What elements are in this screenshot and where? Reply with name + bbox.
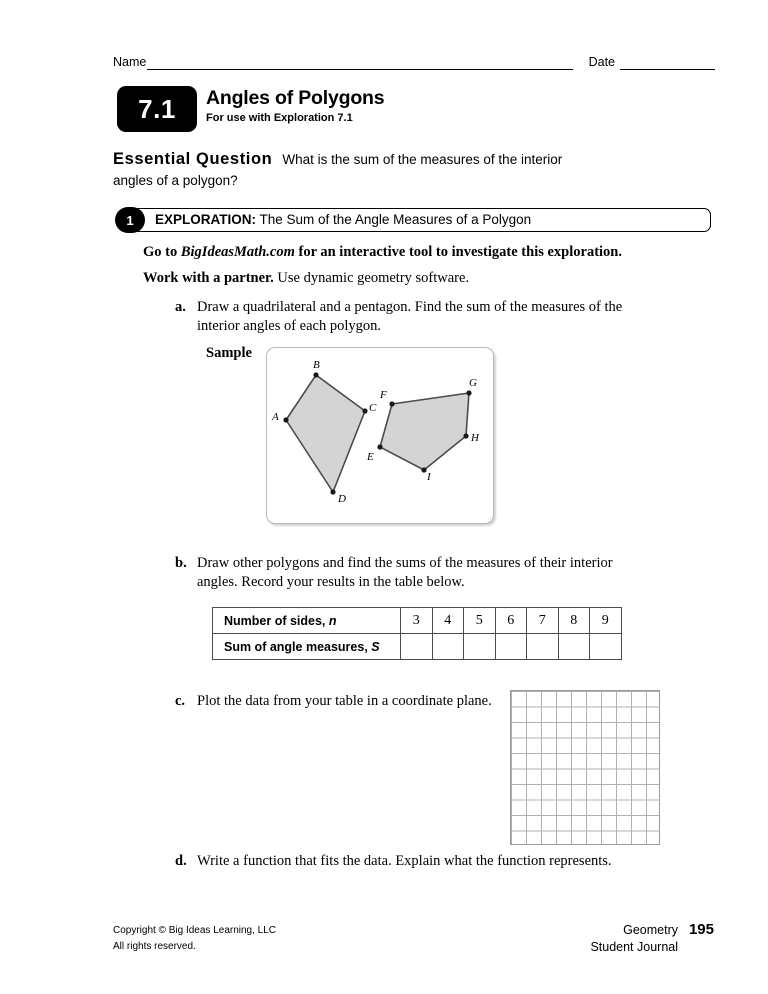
table-cell-sides-2: 5: [464, 608, 496, 634]
partner-bold: Work with a partner.: [143, 270, 274, 286]
table-cell-sides-6: 9: [590, 608, 622, 634]
exploration-number-badge: 1: [115, 207, 145, 233]
task-b-label: b.: [175, 555, 187, 571]
copyright-line: Copyright © Big Ideas Learning, LLC: [113, 925, 277, 936]
vertex-label-e: E: [367, 451, 374, 463]
task-a-text: Draw a quadrilateral and a pentagon. Find the sum of the measures of the interior angles of each polygon.: [197, 299, 623, 334]
table-cell-sums-5[interactable]: [558, 634, 590, 660]
name-label: Name: [113, 55, 147, 69]
page-number: 195: [688, 921, 714, 938]
vertex-label-c: C: [369, 402, 377, 414]
vertex-dot-b: [313, 372, 318, 377]
goto-site: BigIdeasMath.com: [180, 244, 295, 260]
partner-rest: Use dynamic geometry software.: [273, 270, 470, 286]
quadrilateral-shape: [286, 375, 365, 492]
vertex-dot-e: [377, 444, 382, 449]
date-label: Date: [588, 55, 615, 69]
lesson-number-badge: 7.1: [117, 86, 197, 132]
angle-measures-table: [212, 607, 622, 660]
vertex-label-b: B: [313, 359, 320, 371]
exploration-heading: [155, 212, 531, 227]
essential-question-heading: Essential Question: [113, 150, 273, 168]
table-cell-sums-6[interactable]: [590, 634, 622, 660]
task-item-d: [175, 852, 615, 871]
task-item-b: [175, 554, 645, 592]
vertex-label-h: H: [471, 432, 479, 444]
exploration-title: The Sum of the Angle Measures of a Polygon: [259, 212, 532, 227]
goto-line: [143, 244, 622, 261]
table-variable-S: S: [371, 639, 380, 654]
task-b-text: Draw other polygons and find the sums of the measures of their interior angles. Record your results in the table below.: [197, 555, 613, 590]
essential-question: [113, 150, 713, 188]
table-rowlabel-sides: Number of sides, n: [213, 608, 401, 634]
table-row-sums: [213, 634, 622, 660]
table-cell-sides-0: 3: [401, 608, 433, 634]
table-rowlabel-sums: Sum of angle measures, S: [213, 634, 401, 660]
essential-question-line2: angles of a polygon?: [113, 173, 238, 188]
task-d-label: d.: [175, 853, 187, 869]
vertex-dot-f: [389, 401, 394, 406]
table-cell-sums-3[interactable]: [495, 634, 527, 660]
goto-suffix: for an interactive tool to investigate this exploration.: [294, 244, 623, 260]
name-date-line: [113, 50, 715, 70]
table-cell-sides-4: 7: [527, 608, 559, 634]
table-variable-n: n: [328, 613, 337, 628]
coordinate-grid[interactable]: [510, 690, 660, 845]
sample-figure: [266, 347, 494, 529]
footer-copyright: [113, 923, 276, 955]
date-input-rule[interactable]: [620, 56, 715, 70]
vertex-label-a: A: [272, 411, 279, 423]
table-cell-sums-4[interactable]: [527, 634, 559, 660]
task-c-text: Plot the data from your table in a coordinate plane.: [197, 693, 492, 709]
task-item-a: [175, 298, 635, 336]
lesson-subtitle: For use with Exploration 7.1: [206, 112, 353, 124]
rights-line: All rights reserved.: [113, 941, 196, 952]
task-d-text: Write a function that fits the data. Explain what the function represents.: [197, 853, 612, 869]
table-cell-sides-3: 6: [495, 608, 527, 634]
essential-question-line1: What is the sum of the measures of the interior: [282, 152, 563, 167]
goto-prefix: Go to: [143, 244, 181, 260]
name-input-rule[interactable]: [147, 56, 573, 70]
task-item-c: [175, 692, 505, 711]
footer-book-info: [590, 922, 678, 956]
vertex-dot-d: [330, 489, 335, 494]
vertex-label-d: D: [338, 493, 346, 505]
task-c-label: c.: [175, 693, 186, 709]
footer-journal: Student Journal: [590, 940, 678, 954]
vertex-dot-i: [421, 467, 426, 472]
vertex-label-i: I: [427, 471, 431, 483]
footer-book: Geometry: [623, 923, 678, 937]
table-row-sides: [213, 608, 622, 634]
task-a-label: a.: [175, 299, 186, 315]
sample-label: Sample: [206, 345, 252, 361]
partner-line: [143, 270, 469, 287]
vertex-label-g: G: [469, 377, 477, 389]
exploration-label: EXPLORATION:: [155, 212, 256, 227]
table-cell-sides-1: 4: [432, 608, 464, 634]
table-cell-sides-5: 8: [558, 608, 590, 634]
polygons-svg: [266, 347, 494, 524]
table-cell-sums-0[interactable]: [401, 634, 433, 660]
vertex-label-f: F: [380, 389, 387, 401]
table-cell-sums-2[interactable]: [464, 634, 496, 660]
vertex-dot-h: [463, 433, 468, 438]
table-cell-sums-1[interactable]: [432, 634, 464, 660]
page-title: Angles of Polygons: [206, 87, 385, 109]
vertex-dot-c: [362, 408, 367, 413]
vertex-dot-a: [283, 417, 288, 422]
vertex-dot-g: [466, 390, 471, 395]
